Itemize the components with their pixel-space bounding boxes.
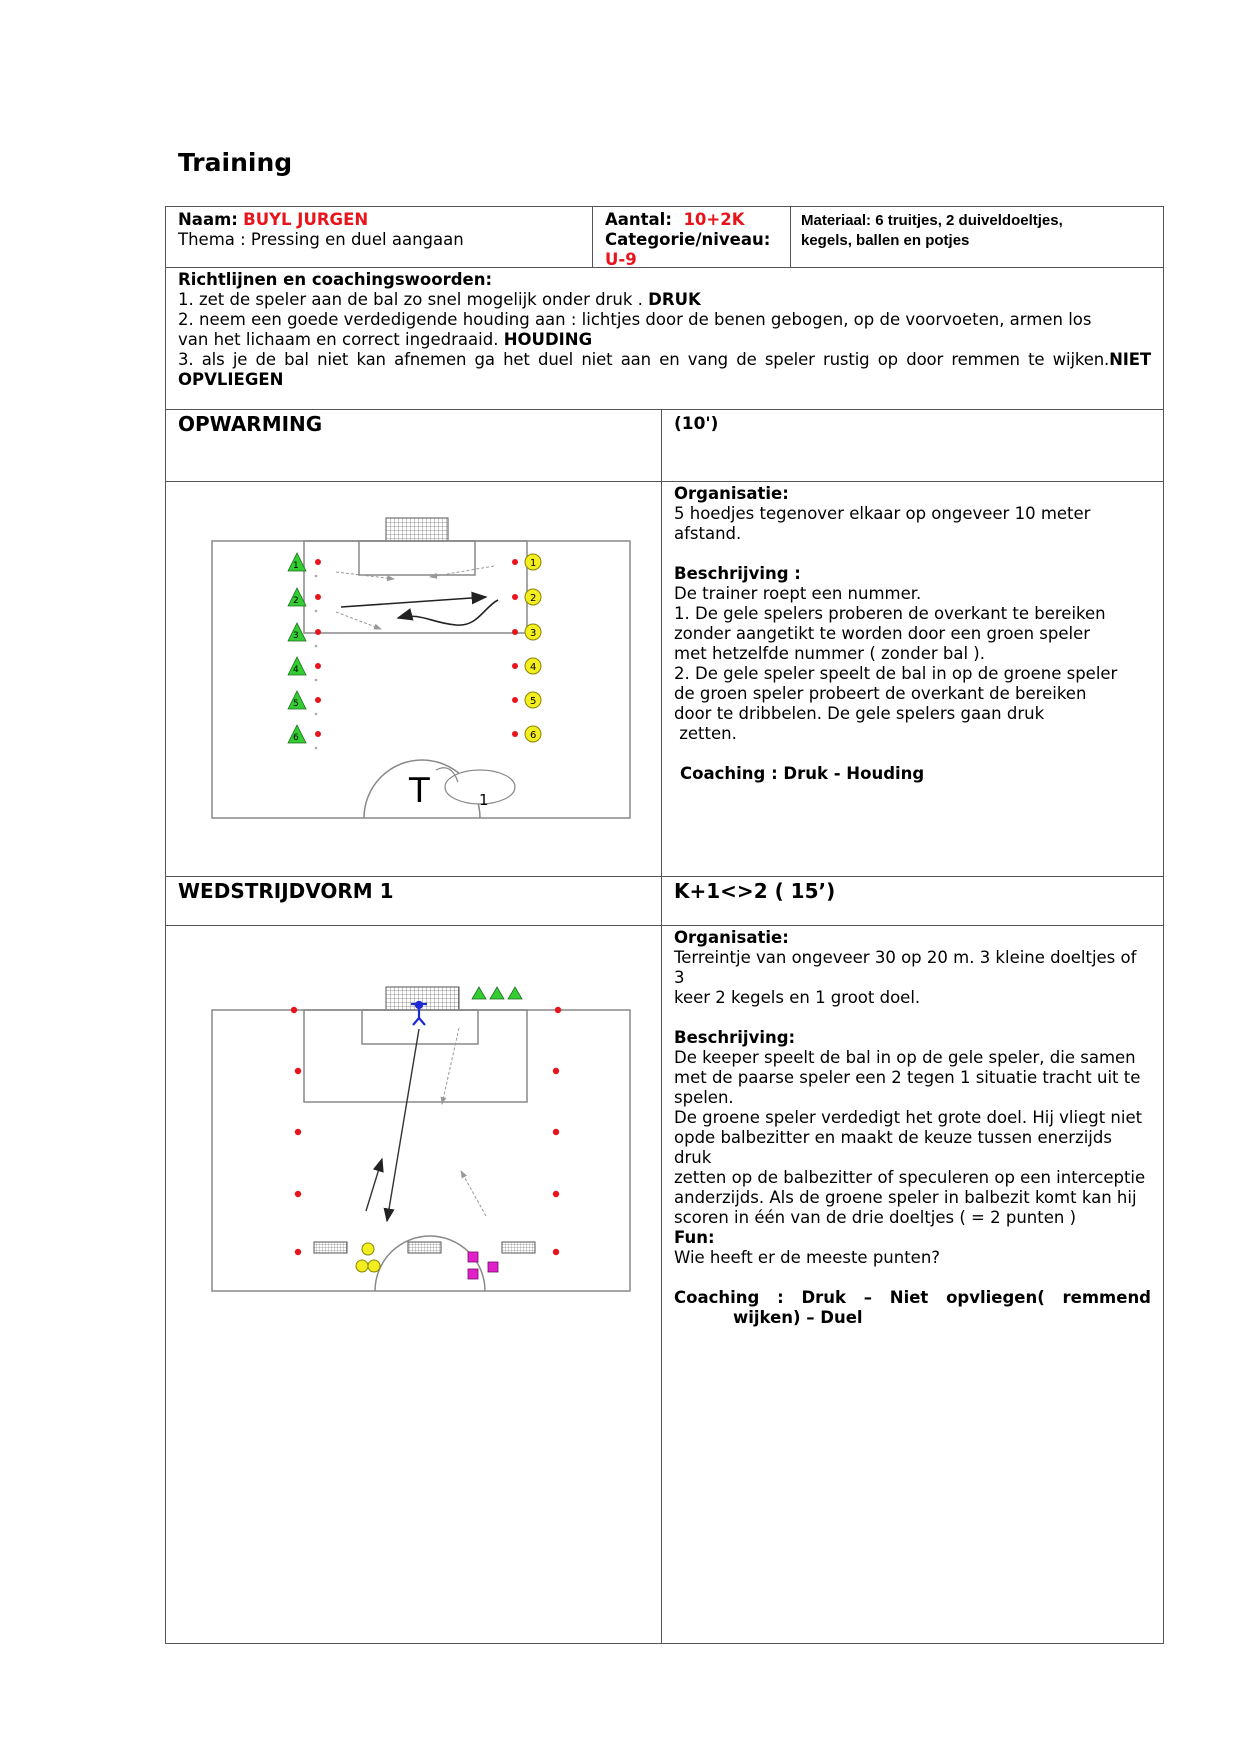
wedstrijd-title: WEDSTRIJDVORM 1 [178, 879, 394, 903]
yellow-player [356, 1260, 368, 1272]
opwarming-desc-label: Beschrijving : [674, 564, 801, 583]
theme-text: Thema : Pressing en duel aangaan [178, 230, 464, 249]
opwarming-desc-6: door te dribbelen. De gele spelers gaan druk [674, 704, 1045, 723]
wedstrijd-org-2: keer 2 kegels en 1 groot doel. [674, 988, 921, 1007]
wedstrijd-coaching-2: wijken) – Duel [733, 1308, 863, 1327]
wedstrijd-desc-6: zetten op de balbezitter of speculeren op een interceptie [674, 1168, 1146, 1187]
yellow-player [368, 1260, 380, 1272]
wedstrijd-org-label: Organisatie: [674, 928, 789, 947]
cone-marker [555, 1007, 561, 1013]
name-theme-cell [165, 206, 593, 268]
opwarming-desc-4: 2. De gele speler speelt de bal in op de groene speler [674, 664, 1118, 683]
green-player-number: 5 [293, 699, 299, 709]
guideline-3-key-b: OPVLIEGEN [178, 370, 284, 389]
page-title: Training [178, 148, 293, 177]
cone-marker [295, 1129, 301, 1135]
guideline-1-key: DRUK [648, 290, 701, 309]
cone-marker [512, 559, 518, 565]
green-player-number: 3 [293, 631, 299, 641]
wedstrijd-desc-0: De keeper speelt de bal in op de gele speler, die samen [674, 1048, 1136, 1067]
wedstrijd-coaching-1: Coaching : Druk – Niet opvliegen( remmend [674, 1288, 1151, 1307]
guidelines-title: Richtlijnen en coachingswoorden: [178, 270, 493, 289]
cone-marker [512, 697, 518, 703]
green-player-number: 4 [293, 665, 299, 675]
aantal-label: Aantal: [605, 210, 672, 229]
cone-marker [553, 1191, 559, 1197]
opwarming-desc-5: de groen speler probeert de overkant de bereiken [674, 684, 1087, 703]
opwarming-diagram-cell [165, 481, 662, 877]
opwarming-title: OPWARMING [178, 412, 323, 436]
categorie-label: Categorie/niveau: [605, 230, 771, 249]
aantal-value: 10+2K [683, 210, 745, 229]
cone-marker [295, 1068, 301, 1074]
cone-marker [295, 1249, 301, 1255]
opwarming-org-line1: 5 hoedjes tegenover elkaar op ongeveer 10 meter [674, 504, 1091, 523]
wedstrijd-org-1: 3 [674, 968, 685, 987]
guideline-3-key-a: NIET [1109, 350, 1151, 369]
wedstrijd-duration-cell [661, 876, 1164, 926]
wedstrijd-diagram [166, 926, 661, 1326]
wedstrijd-desc-5: druk [674, 1148, 712, 1167]
aantal-cell [592, 206, 791, 268]
trainer-label: T [409, 771, 430, 811]
ground-mark [315, 610, 318, 613]
cone-marker [512, 594, 518, 600]
green-player [490, 987, 504, 999]
cone-marker [553, 1249, 559, 1255]
yellow-player [362, 1243, 374, 1255]
cone-marker [553, 1129, 559, 1135]
materiaal-line1: Materiaal: 6 truitjes, 2 duiveldoeltjes, [801, 212, 1063, 229]
wedstrijd-desc-4: opde balbezitter en maakt de keuze tussen enerzijds [674, 1128, 1112, 1147]
cone-marker [315, 559, 321, 565]
guideline-3: 3. als je de bal niet kan afnemen ga het duel niet aan en vang de speler rustig op door remmen te wijken. [178, 350, 1110, 369]
yellow-player-number: 4 [530, 662, 537, 673]
wedstrijd-title-cell [165, 876, 662, 926]
cone-marker [512, 629, 518, 635]
opwarming-org-line2: afstand. [674, 524, 742, 543]
cone-marker [295, 1191, 301, 1197]
opwarming-diagram [166, 482, 661, 876]
ground-mark [315, 575, 318, 578]
green-player [472, 987, 486, 999]
goal-net [386, 518, 448, 541]
wedstrijd-fun-text: Wie heeft er de meeste punten? [674, 1248, 941, 1267]
cone-marker [553, 1068, 559, 1074]
yellow-player-number: 5 [530, 696, 537, 707]
yellow-player-number: 2 [530, 593, 537, 604]
cone-marker [315, 731, 321, 737]
yellow-player-number: 6 [530, 730, 537, 741]
wedstrijd-desc-2: spelen. [674, 1088, 734, 1107]
mini-goal [502, 1242, 535, 1253]
opwarming-duration-cell [661, 409, 1164, 482]
cone-marker [315, 663, 321, 669]
ground-mark [315, 645, 318, 648]
yellow-player-number: 1 [530, 558, 537, 569]
wedstrijd-diagram-cell [165, 925, 662, 1644]
guideline-1: 1. zet de speler aan de bal zo snel mogelijk onder druk . [178, 290, 649, 309]
cone-marker [291, 1007, 297, 1013]
wedstrijd-desc-7: anderzijds. Als de groene speler in balbezit komt kan hij [674, 1188, 1137, 1207]
green-player-number: 1 [293, 561, 299, 571]
green-player-number: 2 [293, 596, 299, 606]
categorie-value: U-9 [605, 250, 637, 269]
wedstrijd-org-0: Terreintje van ongeveer 30 op 20 m. 3 kleine doeltjes of [674, 948, 1137, 967]
wedstrijd-fun-label: Fun: [674, 1228, 715, 1247]
opwarming-desc-1: 1. De gele spelers proberen de overkant te bereiken [674, 604, 1106, 623]
mini-goal [314, 1242, 347, 1253]
naam-label: Naam: [178, 210, 238, 229]
materiaal-line2: kegels, ballen en potjes [801, 232, 970, 249]
purple-player [488, 1262, 498, 1272]
trainer-number: 1 [479, 791, 489, 809]
wedstrijd-desc-3: De groene speler verdedigt het grote doel. Hij vliegt niet [674, 1108, 1143, 1127]
wedstrijd-desc-label: Beschrijving: [674, 1028, 796, 1047]
green-player-number: 6 [293, 733, 299, 743]
trainer-name: BUYL JURGEN [243, 210, 369, 229]
cone-marker [315, 594, 321, 600]
wedstrijd-duration: K+1<>2 ( 15’) [674, 879, 836, 903]
wedstrijd-text-cell [661, 925, 1164, 1644]
opwarming-org-label: Organisatie: [674, 484, 789, 503]
green-player [508, 987, 522, 999]
cone-marker [512, 663, 518, 669]
ground-mark [315, 747, 318, 750]
opwarming-desc-0: De trainer roept een nummer. [674, 584, 922, 603]
cone-marker [512, 731, 518, 737]
guidelines-cell [165, 267, 1164, 410]
opwarming-desc-2: zonder aangetikt te worden door een groen speler [674, 624, 1091, 643]
guideline-2a: 2. neem een goede verdedigende houding aan : lichtjes door de benen gebogen, op de voorvoeten, armen los [178, 310, 1092, 329]
opwarming-desc-7: zetten. [674, 724, 737, 743]
materiaal-cell [790, 206, 1164, 268]
purple-player [468, 1252, 478, 1262]
mini-goal [408, 1242, 441, 1253]
opwarming-coaching: Coaching : Druk - Houding [680, 764, 925, 783]
cone-marker [315, 697, 321, 703]
ground-mark [315, 713, 318, 716]
ground-mark [315, 679, 318, 682]
guideline-2-key: HOUDING [503, 330, 593, 349]
opwarming-desc-3: met hetzelfde nummer ( zonder bal ). [674, 644, 985, 663]
guideline-2b: van het lichaam en correct ingedraaid. [178, 330, 504, 349]
wedstrijd-desc-1: met de paarse speler een 2 tegen 1 situatie tracht uit te [674, 1068, 1141, 1087]
wedstrijd-desc-8: scoren in één van de drie doeltjes ( = 2 punten ) [674, 1208, 1077, 1227]
opwarming-duration: (10') [674, 414, 719, 434]
yellow-player-number: 3 [530, 628, 537, 639]
cone-marker [315, 629, 321, 635]
opwarming-text-cell [661, 481, 1164, 877]
opwarming-title-cell [165, 409, 662, 482]
purple-player [468, 1269, 478, 1279]
